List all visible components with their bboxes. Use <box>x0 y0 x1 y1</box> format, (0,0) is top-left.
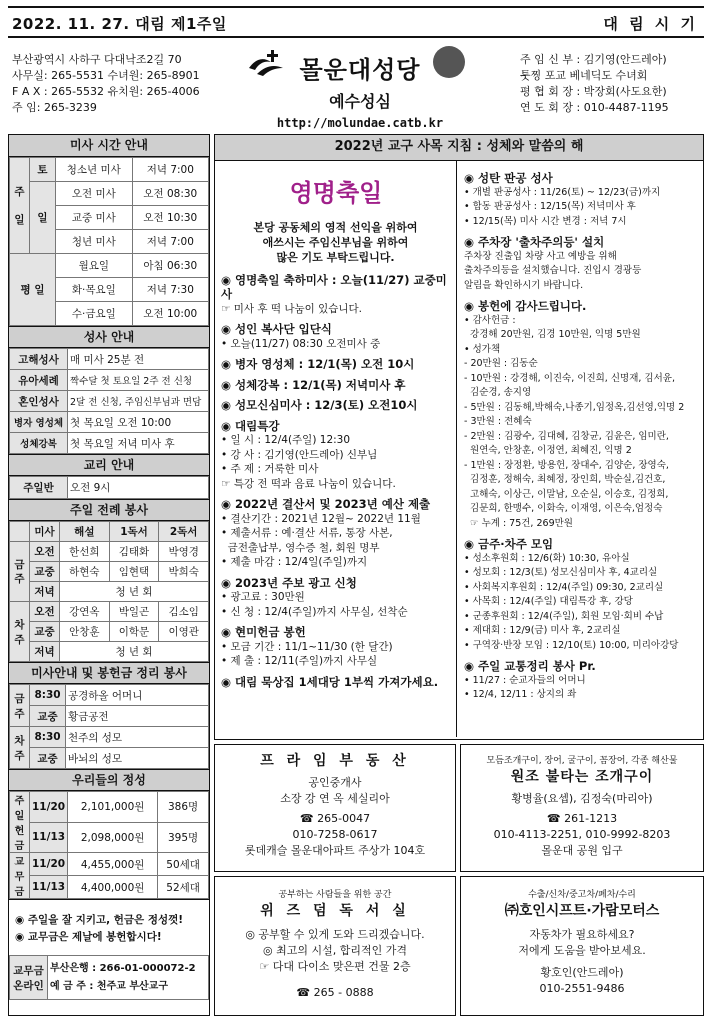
offer-cell: 11/13 <box>30 876 68 899</box>
online-label: 교무금 온라인 <box>10 956 48 1000</box>
church-patron: 예수성심 <box>329 92 391 111</box>
liturgy-cell: 김태화 <box>109 542 159 562</box>
guide-cell: 천주의 성모 <box>66 727 209 748</box>
notice-line: 김문희, 한맹수, 이화숙, 이재영, 이은숙,엄정숙 <box>464 503 663 514</box>
notice-heading: ◉ 2022년 결산서 및 2023년 예산 제출 <box>221 497 431 511</box>
guide-cell: 교중 <box>30 706 66 727</box>
notice-line: 금전출납부, 영수증 철, 회원 명부 <box>221 541 380 554</box>
message-line: 많은 기도 부탁드립니다. <box>276 250 395 264</box>
ad-line: 자동차가 필요하세요? <box>529 928 635 941</box>
ad-line: 저에게 도움을 받아보세요. <box>518 944 646 957</box>
ad-top: 공부하는 사람들을 위한 공간 <box>278 890 392 900</box>
pastor-line: 주 임 신 부 : 김기영(안드레아) <box>520 53 667 66</box>
notice-heading: ◉ 봉헌에 감사드립니다. <box>464 299 587 313</box>
offer-cell: 52세대 <box>158 876 209 899</box>
notice-line: • 신 청 : 12/4(주일)까지 사무실, 선착순 <box>221 605 408 618</box>
notice-line: • 오늘(11/27) 08:30 오전미사 중 <box>221 337 381 350</box>
sisters-line: 툿찡 포교 베네딕도 수녀회 <box>520 69 648 82</box>
notice-line: - 1만원 : 장정환, 방용헌, 장대수, 김양순, 장영숙, <box>464 459 669 471</box>
guide-cell: 8:30 <box>30 727 66 748</box>
sun-label2: 일 <box>14 213 25 226</box>
guide-cell: 공경하올 어머니 <box>66 685 209 706</box>
liturgy-cell: 교중 <box>30 622 60 642</box>
message-line: 본당 공동체의 영적 선익을 위하여 <box>253 220 418 234</box>
ad-studyroom <box>214 876 456 1016</box>
sacr-title: 성사 안내 <box>9 326 209 348</box>
notice-line: • 제출 마감 : 12/4일(주일)까지 <box>221 556 368 568</box>
liturgy-cell: 안창훈 <box>60 622 110 642</box>
notice-heading: ◉ 금주·차주 모임 <box>464 537 554 551</box>
liturgy-cell: 하현숙 <box>60 562 110 582</box>
offer-cell: 386명 <box>158 792 209 823</box>
sacr-value: 첫 목요일 저녁 미사 후 <box>68 433 209 454</box>
ad-line: 롯데캐슬 몰운대아파트 주상가 104호 <box>244 844 426 857</box>
liturgy-cell: 오전 <box>30 602 60 622</box>
ad-line: 010-4113-2251, 010-9992-8203 <box>493 828 671 841</box>
offer-cell: 2,101,000원 <box>68 792 158 823</box>
offer-cell: 11/20 <box>30 792 68 823</box>
council-line: 평 협 회 장 : 박장회(사도요한) <box>520 85 667 98</box>
ad-line: 010-2551-9486 <box>539 982 625 995</box>
notices-left <box>215 161 457 737</box>
church-brand <box>245 46 475 132</box>
notice-heading: ◉ 병자 영성체 : 12/1(목) 오전 10시 <box>221 357 415 371</box>
offer-title: 우리들의 정성 <box>9 769 209 791</box>
sun-label3: 일 <box>30 182 56 254</box>
ad-realestate <box>214 744 456 872</box>
guide-title: 미사안내 및 봉헌금 정리 봉사 <box>9 662 209 684</box>
address: 부산광역시 사하구 다대낙조2길 70 <box>12 53 182 66</box>
notice-line: ☞ 누계 : 75건, 269만원 <box>464 517 573 529</box>
note-line: ◉ 교무금은 제날에 봉헌합시다! <box>15 931 162 943</box>
mass-row: 교중 미사 <box>56 206 133 230</box>
mass-row: 청년 미사 <box>56 230 133 254</box>
bulletin-date: 2022. 11. 27. 대림 제1주일 <box>12 15 227 33</box>
sacr-value: 2달 전 신청, 주임신부님과 면담 <box>68 391 209 412</box>
guide-table <box>9 684 209 769</box>
sacr-label: 성체강복 <box>10 433 68 454</box>
ad-line: 공인중개사 <box>308 776 362 789</box>
notice-heading: ◉ 성체강복 : 12/1(목) 저녁미사 후 <box>221 377 406 392</box>
liturgy-cell: 저녁 <box>30 582 60 602</box>
liturgy-head: 2독서 <box>159 522 209 542</box>
notice-line: • 성소후원회 : 12/6(화) 10:30, 유아실 <box>464 552 630 564</box>
liturgy-cell: 임현택 <box>109 562 159 582</box>
liturgy-table <box>9 521 209 662</box>
weekday-time: 아침 06:30 <box>132 254 208 278</box>
liturgical-season: 대 림 시 기 <box>603 15 698 33</box>
notice-line: • 개별 판공성사 : 11/26(토) ~ 12/23(금)까지 <box>464 186 661 198</box>
online-table <box>9 955 209 1000</box>
sacr-label: 병자 영성체 <box>10 412 68 433</box>
sacr-value: 매 미사 25분 전 <box>68 349 209 370</box>
liturgy-cell: 박희숙 <box>159 562 209 582</box>
mass-time: 오전 08:30 <box>132 182 208 206</box>
notice-line: 알림을 확인하시기 바랍니다. <box>464 279 584 291</box>
ad-top: 수출/신차/중고차/폐차/수리 <box>528 890 636 900</box>
offer-cell: 50세대 <box>158 853 209 876</box>
notice-line: • 제 출 : 12/11(주일)까지 사무실 <box>221 655 378 667</box>
liturgy-cell: 교중 <box>30 562 60 582</box>
ad-line: ◎ 공부할 수 있게 도와 드리겠습니다. <box>245 928 425 941</box>
guide-cell: 8:30 <box>30 685 66 706</box>
ad-title: 위 즈 덤 독 서 실 <box>260 903 410 919</box>
sacr-label: 혼인성사 <box>10 391 68 412</box>
sacr-table <box>9 348 209 454</box>
liturgy-cell: 저녁 <box>30 642 60 662</box>
notice-line: • 구역장·반장 모임 : 12/10(토) 10:00, 미리아강당 <box>464 639 679 651</box>
yeondo-line: 연 도 회 장 : 010-4487-1195 <box>520 101 669 114</box>
notice-line: • 강 사 : 김기영(안드레아) 신부님 <box>221 448 378 461</box>
feast-message <box>221 220 450 265</box>
bank-account: 부산은행 : 266-01-000072-2 <box>50 962 196 974</box>
sun-label: 주 <box>14 185 25 198</box>
notice-list <box>464 171 696 703</box>
liturgy-cell: 박일곤 <box>109 602 159 622</box>
notice-line: • 군종후원회 : 12/4(주일), 회원 모임·회비 수납 <box>464 610 664 622</box>
ad-line: 몰운대 공원 입구 <box>541 844 623 857</box>
notice-line: • 감사헌금 : <box>464 314 516 326</box>
notice-heading: ◉ 대림특강 <box>221 418 280 433</box>
weekday-row: 화·목요일 <box>56 278 133 302</box>
liturgy-cell: 이학문 <box>109 622 159 642</box>
ad-title: 프 라 임 부 동 산 <box>260 753 410 769</box>
next-week-label: 차주 <box>10 602 30 662</box>
notice-heading: ◉ 주일 교통정리 봉사 Pr. <box>464 659 596 673</box>
offer-cell: 395명 <box>158 822 209 853</box>
notice-line: • 주 제 : 거룩한 미사 <box>221 463 319 475</box>
notice-heading: ◉ 대림 묵상집 1세대당 1부씩 가져가세요. <box>221 674 439 689</box>
notice-line: 강경해 20만원, 김경 10만원, 익명 5만원 <box>464 329 641 340</box>
pastoral-guideline-title: 2022년 교구 사목 지침 : 성체와 말씀의 해 <box>215 135 703 161</box>
left-column <box>8 134 210 1016</box>
notice-line: • 12/4, 12/11 : 상지의 좌 <box>464 689 577 700</box>
header-bar <box>8 6 704 38</box>
doctrine-value: 오전 9시 <box>68 477 209 499</box>
weekday-row: 월요일 <box>56 254 133 278</box>
sat-label: 토 <box>30 158 56 182</box>
notice-line: 주차장 진출입 차량 사고 예방을 위해 <box>464 250 617 262</box>
mass-time: 저녁 7:00 <box>132 230 208 254</box>
notice-line: - 3만원 : 전혜숙 <box>464 416 532 427</box>
ad-line: ◎ 최고의 시설, 합리적인 가격 <box>263 944 407 957</box>
this-week-label: 금주 <box>10 542 30 602</box>
church-url[interactable]: http://molundae.catb.kr <box>276 116 444 130</box>
notice-line: 고해숙, 이상근, 이말남, 오순실, 이승호, 김정희, <box>464 488 669 500</box>
weekday-label: 평 일 <box>10 254 56 326</box>
notice-line: • 12/15(목) 미사 시간 변경 : 저녁 7시 <box>464 215 627 227</box>
liturgy-head: 1독서 <box>109 522 159 542</box>
offer-cell: 11/13 <box>30 822 68 853</box>
account-holder: 예 금 주 : 천주교 부산교구 <box>50 980 169 992</box>
notice-line: • 합동 판공성사 : 12/15(목) 저녁미사 후 <box>464 201 636 212</box>
notice-line: • 11/27 : 순교자들의 어머니 <box>464 674 586 686</box>
sacr-label: 고해성사 <box>10 349 68 370</box>
sat-mass: 청소년 미사 <box>56 158 133 182</box>
liturgy-cell: 박영경 <box>159 542 209 562</box>
church-logo-icon <box>247 48 287 78</box>
notice-line: - 2만원 : 김광수, 김대혜, 김창균, 김윤은, 임미란, <box>464 430 669 442</box>
notice-heading: ◉ 성인 복사단 입단식 <box>221 322 332 336</box>
ad-top: 모듬조개구이, 장어, 굴구이, 꼼장어, 각종 해산물 <box>486 756 678 766</box>
doctrine-label: 주일반 <box>10 477 68 499</box>
notice-line: • 성모회 : 12/3(토) 성모신심미사 후, 4교리실 <box>464 567 658 578</box>
ad-motors <box>460 876 704 1016</box>
dues-label: 교무금 <box>10 853 30 899</box>
next-week-label: 차주 <box>10 727 30 769</box>
message-line: 애쓰시는 주임신부님을 위하여 <box>262 235 409 249</box>
mass-time: 오전 10:30 <box>132 206 208 230</box>
liturgy-head: 해설 <box>60 522 110 542</box>
weekday-time: 저녁 7:30 <box>132 278 208 302</box>
notice-heading: ◉ 주차장 '출차주의등' 설치 <box>464 235 605 249</box>
notice-line: • 일 시 : 12/4(주일) 12:30 <box>221 434 351 446</box>
contact-right <box>520 52 704 116</box>
ad-line: ☎ 261-1213 <box>546 812 618 825</box>
notice-line: • 제출서류 : 예·결산 서류, 통장 사본, <box>221 527 393 539</box>
offer-cell: 11/20 <box>30 853 68 876</box>
offering-label: 주일헌금 <box>10 792 30 853</box>
mass-row: 오전 미사 <box>56 182 133 206</box>
sacr-value: 짝수달 첫 토요일 2주 전 신청 <box>68 370 209 391</box>
notice-line: - 20만원 : 김동순 <box>464 358 538 369</box>
liturgy-cell: 청 년 회 <box>60 642 209 662</box>
church-name: 몰운대성당 <box>299 56 421 84</box>
phone-pastor: 주 임: 265-3239 <box>12 101 97 114</box>
ad-line: 황병율(요셉), 김정숙(마리아) <box>511 792 653 805</box>
ad-line: ☎ 265 - 0888 <box>296 986 374 999</box>
liturgy-cell: 오전 <box>30 542 60 562</box>
weekday-time: 오전 10:00 <box>132 302 208 326</box>
guide-cell: 황금공전 <box>66 706 209 727</box>
ad-seafood <box>460 744 704 872</box>
liturgy-cell: 이영관 <box>159 622 209 642</box>
notice-line: ☞ 미사 후 떡 나눔이 있습니다. <box>221 302 363 315</box>
guide-cell: 바뇌의 성모 <box>66 748 209 769</box>
notice-line: 김정훈, 정해숙, 최혜정, 장인희, 박순실,김건호, <box>464 474 666 485</box>
ad-line: ☞ 다대 다이소 맞은편 건물 2층 <box>259 960 411 973</box>
notice-list <box>221 273 450 690</box>
notice-line: • 모금 기간 : 11/1~11/30 (한 달간) <box>221 640 393 653</box>
notice-line: ☞ 특강 전 떡과 음료 나눔이 있습니다. <box>221 477 396 490</box>
notice-line: • 사목회 : 12/4(주일) 대림특강 후, 강당 <box>464 596 633 607</box>
notice-line: - 10만원 : 강경해, 이진숙, 이진희, 신명재, 김서윤, <box>464 372 675 384</box>
doctrine-title: 교리 안내 <box>9 454 209 476</box>
notices-right <box>458 161 702 737</box>
doctrine-table <box>9 476 209 499</box>
feast-banner-icon <box>281 171 391 211</box>
notice-heading: ◉ 성탄 판공 성사 <box>464 171 553 185</box>
guide-cell: 교중 <box>30 748 66 769</box>
liturgy-cell: 청 년 회 <box>60 582 209 602</box>
notice-line: • 사회복지후원회 : 12/4(주일) 09:30, 2교리실 <box>464 581 664 593</box>
notice-line: • 결산기간 : 2021년 12월~ 2022년 11월 <box>221 512 421 525</box>
ad-title: ㈜호인시프트·가람모터스 <box>504 903 660 919</box>
notice-line: - 5만원 : 김동해,박해숙,나종기,임정옥,김선영,익명 2 <box>464 401 685 413</box>
notice-heading: ◉ 영명축일 축하미사 : 오늘(11/27) 교중미사 <box>221 272 447 301</box>
notice-heading: ◉ 현미헌금 봉헌 <box>221 625 306 639</box>
notice-line: 김순경, 송지영 <box>464 387 532 398</box>
sacr-value: 첫 목요일 오전 10:00 <box>68 412 209 433</box>
liturgy-title: 주일 전례 봉사 <box>9 499 209 521</box>
mass-title: 미사 시간 안내 <box>9 135 209 157</box>
offer-cell: 2,098,000원 <box>68 822 158 853</box>
offer-table <box>9 791 209 899</box>
liturgy-cell: 한선희 <box>60 542 110 562</box>
feast-banner-text: 영명축일 <box>289 178 382 207</box>
ad-line: 황호인(안드레아) <box>540 966 624 979</box>
offer-cell: 4,455,000원 <box>68 853 158 876</box>
contact-left <box>12 52 242 116</box>
notice-heading: ◉ 성모신심미사 : 12/3(토) 오전10시 <box>221 398 418 412</box>
ad-line: 010-7258-0617 <box>292 828 378 841</box>
sat-time: 저녁 7:00 <box>132 158 208 182</box>
notice-line: 원연숙, 안창훈, 이정연, 최혜진, 익명 2 <box>464 445 632 456</box>
ad-line: ☎ 265-0047 <box>299 812 371 825</box>
ad-title: 원조 불타는 조개구이 <box>510 769 654 785</box>
phone-office: 사무실: 265-5531 수녀원: 265-8901 <box>12 69 200 82</box>
mass-table <box>9 157 209 326</box>
ad-line: 소장 강 연 옥 세실리아 <box>280 792 390 805</box>
church-building-icon <box>433 46 465 78</box>
notice-heading: ◉ 2023년 주보 광고 신청 <box>221 575 357 590</box>
liturgy-cell: 강연옥 <box>60 602 110 622</box>
notes-box <box>9 899 209 955</box>
notice-line: • 제대회 : 12/9(금) 미사 후, 2교리실 <box>464 625 621 636</box>
notice-line: 출차주의등을 설치했습니다. 진입시 경광등 <box>464 265 642 276</box>
offer-cell: 4,400,000원 <box>68 876 158 899</box>
phone-fax: F A X : 265-5532 유치원: 265-4006 <box>12 85 200 98</box>
notice-line: • 성가책 <box>464 343 501 355</box>
sacr-label: 유아세례 <box>10 370 68 391</box>
notice-line: • 광고료 : 30만원 <box>221 591 305 603</box>
liturgy-head: 미사 <box>30 522 60 542</box>
note-line: ◉ 주일을 잘 지키고, 헌금은 정성껏! <box>15 914 184 926</box>
this-week-label: 금주 <box>10 685 30 727</box>
weekday-row: 수·금요일 <box>56 302 133 326</box>
liturgy-cell: 김소임 <box>159 602 209 622</box>
notices-panel <box>214 134 704 740</box>
